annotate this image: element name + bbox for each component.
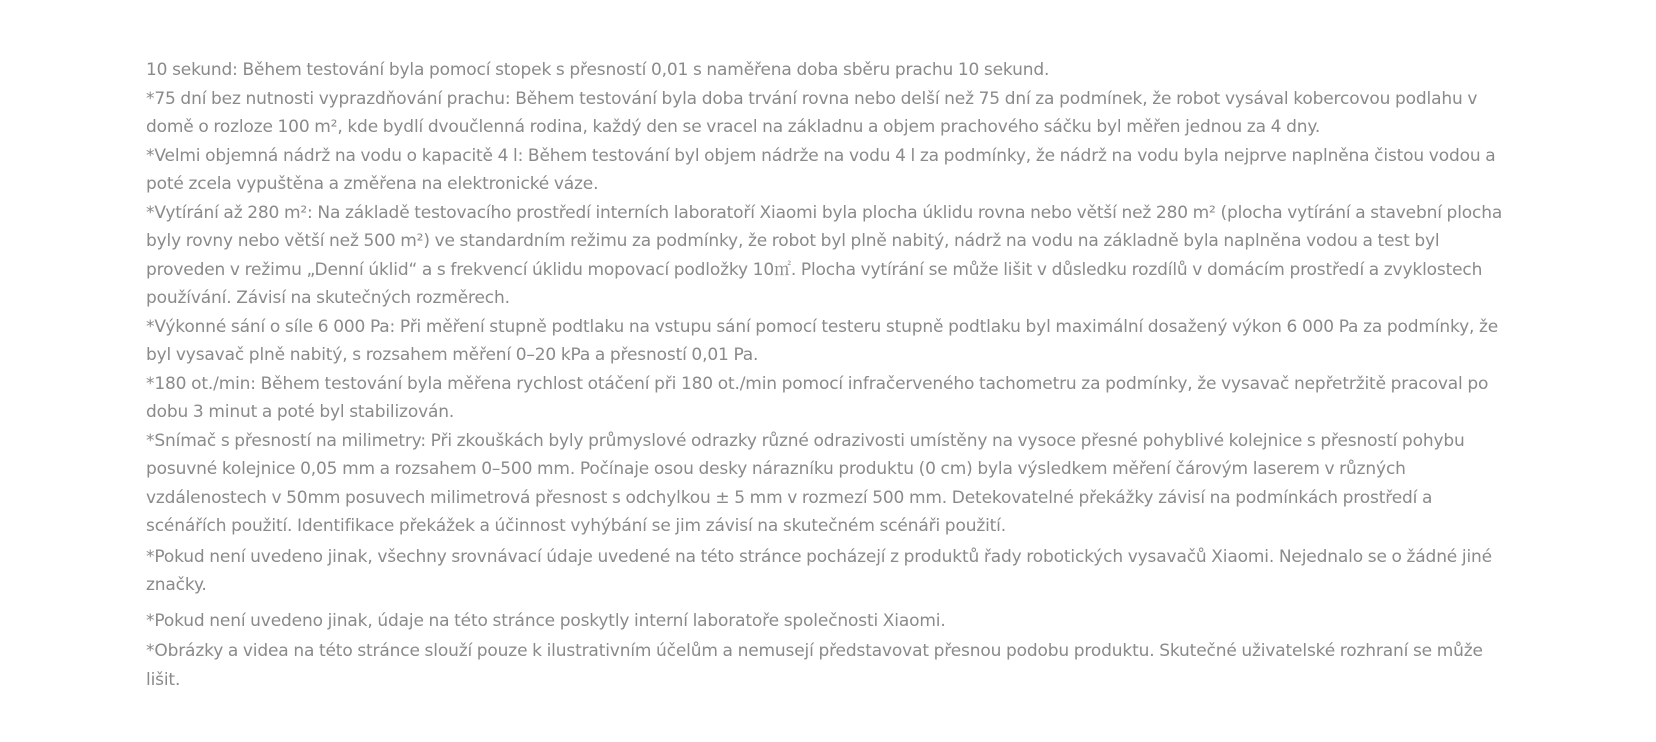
- footnote-dust-collection-time: 10 sekund: Během testování byla pomocí stopek s přesností 0,01 s naměřena doba sběru prachu 10 sekund.: [146, 60, 1050, 80]
- footnote-comparison-data: *Pokud není uvedeno jinak, všechny srovnávací údaje uvedené na této stránce pocházejí z produktů řady robotických vysavačů Xiaomi. Nejednalo se o žádné jiné značky.: [146, 546, 1492, 595]
- footnote-illustrative-images: *Obrázky a videa na této stránce slouží pouze k ilustrativním účelům a nemusejí představovat přesnou podobu produktu. Skutečné uživatelské rozhraní se může lišit.: [146, 641, 1483, 690]
- footnote-millimeter-sensor: *Snímač s přesností na milimetry: Při zkouškách byly průmyslové odrazky různé odrazivosti umístěny na vysoce přesné pohyblivé kolejnice s přesností pohybu posuvné kolejnice 0,05 mm a rozsahem 0–500 mm. Počínaje osou desky nárazníku produktu (0 cm) byla výsledkem měření čárovým laserem v různých vzdálenostech v 50mm posuvech milimetrová přesnost s odchylkou ± 5 mm v rozmezí 500 mm. Detekovatelné překážky závisí na podmínkách prostředí a scénářích použití. Identifikace překážek a účinnost vyhýbání se jim závisí na skutečném scénáři použití.: [146, 430, 1465, 536]
- footnotes-section: [146, 56, 1512, 694]
- footnote-suction-power: *Výkonné sání o síle 6 000 Pa: Při měření stupně podtlaku na vstupu sání pomocí testeru stupně podtlaku byl maximální dosažený výkon 6 000 Pa za podmínky, že byl vysavač plně nabitý, s rozsahem měření 0–20 kPa a přesností 0,01 Pa.: [146, 316, 1499, 365]
- footnote-lab-data-source: *Pokud není uvedeno jinak, údaje na této stránce poskytly interní laboratoře společnosti Xiaomi.: [146, 610, 946, 631]
- footnote-mopping-area: *Vytírání až 280 m²: Na základě testovacího prostředí interních laboratoří Xiaomi byla plocha úklidu rovna nebo větší než 280 m² (plocha vytírání a stavební plocha byly rovny nebo větší než 500 m²) ve standardním režimu za podmínky, že robot byl plně nabitý, nádrž na vodu na základně byla naplněna vodou a test byl proveden v režimu „Denní úklid“ a s frekvencí úklidu mopovací podložky 10㎡. Plocha vytírání se může lišit v důsledku rozdílů v domácím prostředí a zvyklostech používání. Závisí na skutečných rozměrech.: [146, 202, 1503, 308]
- footnote-water-tank-capacity: *Velmi objemná nádrž na vodu o kapacitě 4 l: Během testování byl objem nádrže na vodu 4 l za podmínky, že nádrž na vodu byla nejprve naplněna čistou vodou a poté zcela vypuštěna a změřena na elektronické váze.: [146, 145, 1496, 194]
- footnote-75-days-no-emptying: *75 dní bez nutnosti vyprazdňování prachu: Během testování byla doba trvání rovna nebo delší než 75 dní za podmínek, že robot vysával kobercovou podlahu v domě o rozloze 100 m², kde bydlí dvoučlenná rodina, každý den se vracel na základnu a objem prachového sáčku byl měřen jednou za 4 dny.: [146, 88, 1478, 137]
- footnote-rotation-speed: *180 ot./min: Během testování byla měřena rychlost otáčení při 180 ot./min pomocí infračerveného tachometru za podmínky, že vysavač nepřetržitě pracoval po dobu 3 minut a poté byl stabilizován.: [146, 373, 1489, 422]
